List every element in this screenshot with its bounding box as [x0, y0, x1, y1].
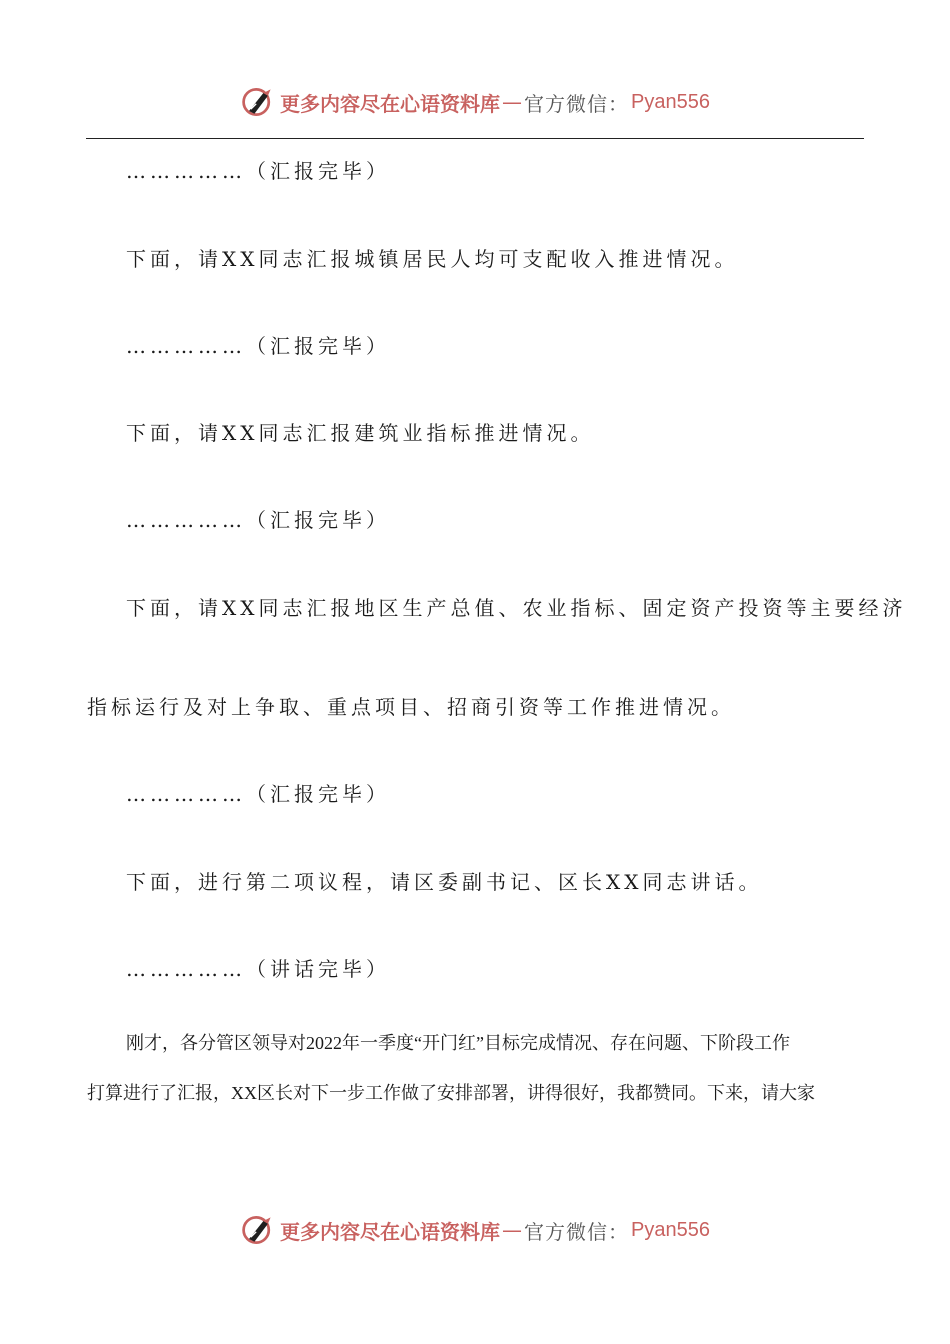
footer-contact-label: 官方微信： — [524, 1219, 630, 1244]
body-line-8: ……………（汇报完毕） — [126, 782, 390, 806]
footer-contact-id: Pyan556 — [631, 1218, 710, 1241]
footer-brand-text: 更多内容尽在心语资料库 — [280, 1219, 501, 1244]
header-dash: — — [502, 90, 523, 114]
body-line-1: ……………（汇报完毕） — [126, 159, 390, 183]
body-line-12: 打算进行了汇报，XX区长对下一步工作做了安排部署，讲得很好，我都赞同。下来，请大家 — [87, 1083, 815, 1103]
body-line-11: 刚才，各分管区领导对2022年一季度“开门红”目标完成情况、存在问题、下阶段工作 — [126, 1033, 790, 1053]
body-line-5: ……………（汇报完毕） — [126, 508, 390, 532]
header-contact-label: 官方微信： — [524, 91, 630, 116]
header-banner — [0, 80, 950, 124]
header-brand-text: 更多内容尽在心语资料库 — [280, 91, 501, 116]
body-line-3: ……………（汇报完毕） — [126, 334, 390, 358]
header-divider — [86, 138, 864, 139]
body-line-4: 下面，请XX同志汇报建筑业指标推进情况。 — [126, 421, 595, 445]
body-line-2: 下面，请XX同志汇报城镇居民人均可支配收入推进情况。 — [126, 247, 739, 271]
header-banner-text — [280, 88, 710, 117]
body-line-7: 指标运行及对上争取、重点项目、招商引资等工作推进情况。 — [87, 695, 735, 719]
footer-dash: — — [502, 1218, 523, 1242]
pen-nib-logo-icon — [240, 84, 276, 120]
header-contact-id: Pyan556 — [631, 90, 710, 113]
body-line-10: ……………（讲话完毕） — [126, 957, 390, 981]
body-line-9: 下面，进行第二项议程，请区委副书记、区长XX同志讲话。 — [126, 870, 763, 894]
body-line-6: 下面，请XX同志汇报地区生产总值、农业指标、固定资产投资等主要经济 — [126, 596, 907, 620]
pen-nib-logo-icon — [240, 1212, 276, 1248]
footer-banner-text — [280, 1216, 710, 1245]
footer-banner — [0, 1208, 950, 1252]
